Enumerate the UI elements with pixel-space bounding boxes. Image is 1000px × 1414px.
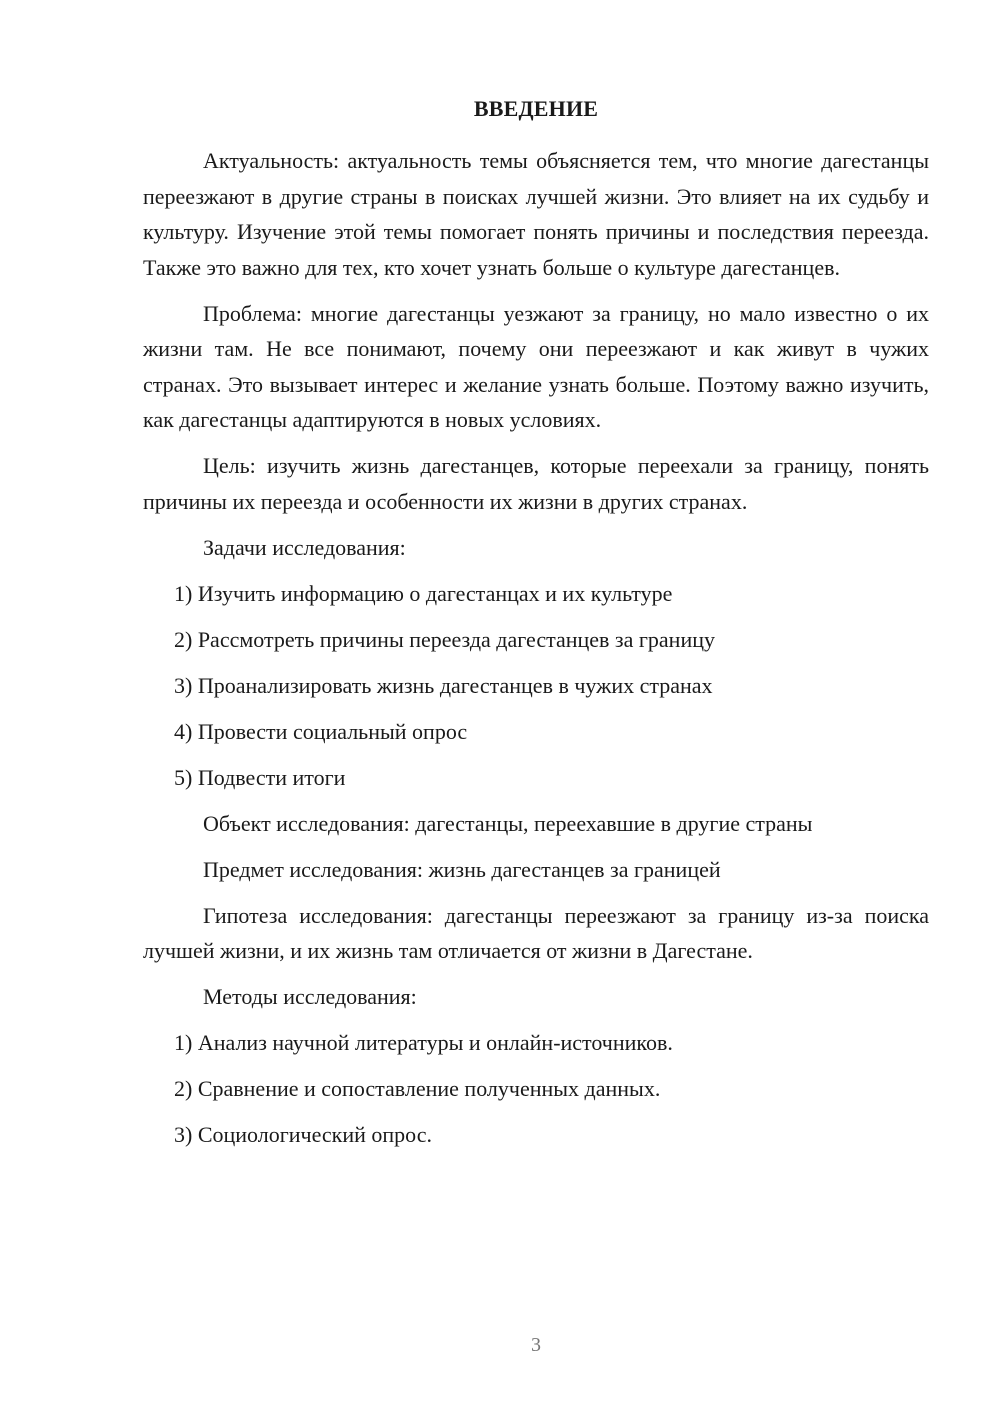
methods-heading: Методы исследования: xyxy=(203,984,417,1009)
relevance-paragraph: Актуальность: актуальность темы объясняется тем, что многие дагестанцы переезжают в другие страны в поисках лучшей жизни. Это влияет на их судьбу и культуру. Изучение этой темы помогает понять причины и последствия переезда. Также это важно для тех, кто хочет узнать больше о культуре дагестанцев. xyxy=(143,148,929,280)
section-title: ВВЕДЕНИЕ xyxy=(473,96,599,121)
methods-list xyxy=(143,1025,929,1153)
page-number: 3 xyxy=(531,1334,541,1356)
task-item: 3) Проанализировать жизнь дагестанцев в чужих странах xyxy=(174,672,713,698)
hypothesis-paragraph: Гипотеза исследования: дагестанцы переезжают за границу из-за поиска лучшей жизни, и их жизнь там отличается от жизни в Дагестане. xyxy=(143,902,929,963)
method-item: 2) Сравнение и сопоставление полученных данных. xyxy=(174,1076,661,1101)
tasks-heading: Задачи исследования: xyxy=(203,534,406,560)
method-item: 3) Социологический опрос. xyxy=(174,1122,432,1147)
goal-paragraph: Цель: изучить жизнь дагестанцев, которые переехали за границу, понять причины их переезда и особенности их жизни в других странах. xyxy=(143,453,929,514)
problem-paragraph: Проблема: многие дагестанцы уезжают за границу, но мало известно о их жизни там. Не все понимают, почему они переезжают и как живут в чужих странах. Это вызывает интерес и желание узнать больше. Поэтому важно изучить, как дагестанцы адаптируются в новых условиях. xyxy=(143,300,929,432)
task-item: 2) Рассмотреть причины переезда дагестанцев за границу xyxy=(174,626,715,652)
research-object: Объект исследования: дагестанцы, переехавшие в другие страны xyxy=(203,810,813,836)
task-item: 5) Подвести итоги xyxy=(174,764,346,790)
method-item: 1) Анализ научной литературы и онлайн-источников. xyxy=(174,1030,673,1055)
research-subject: Предмет исследования: жизнь дагестанцев за границей xyxy=(203,856,721,882)
page-body xyxy=(143,143,929,1163)
task-item: 4) Провести социальный опрос xyxy=(174,718,468,744)
tasks-list xyxy=(143,576,929,796)
task-item: 1) Изучить информацию о дагестанцах и их культуре xyxy=(174,580,673,606)
